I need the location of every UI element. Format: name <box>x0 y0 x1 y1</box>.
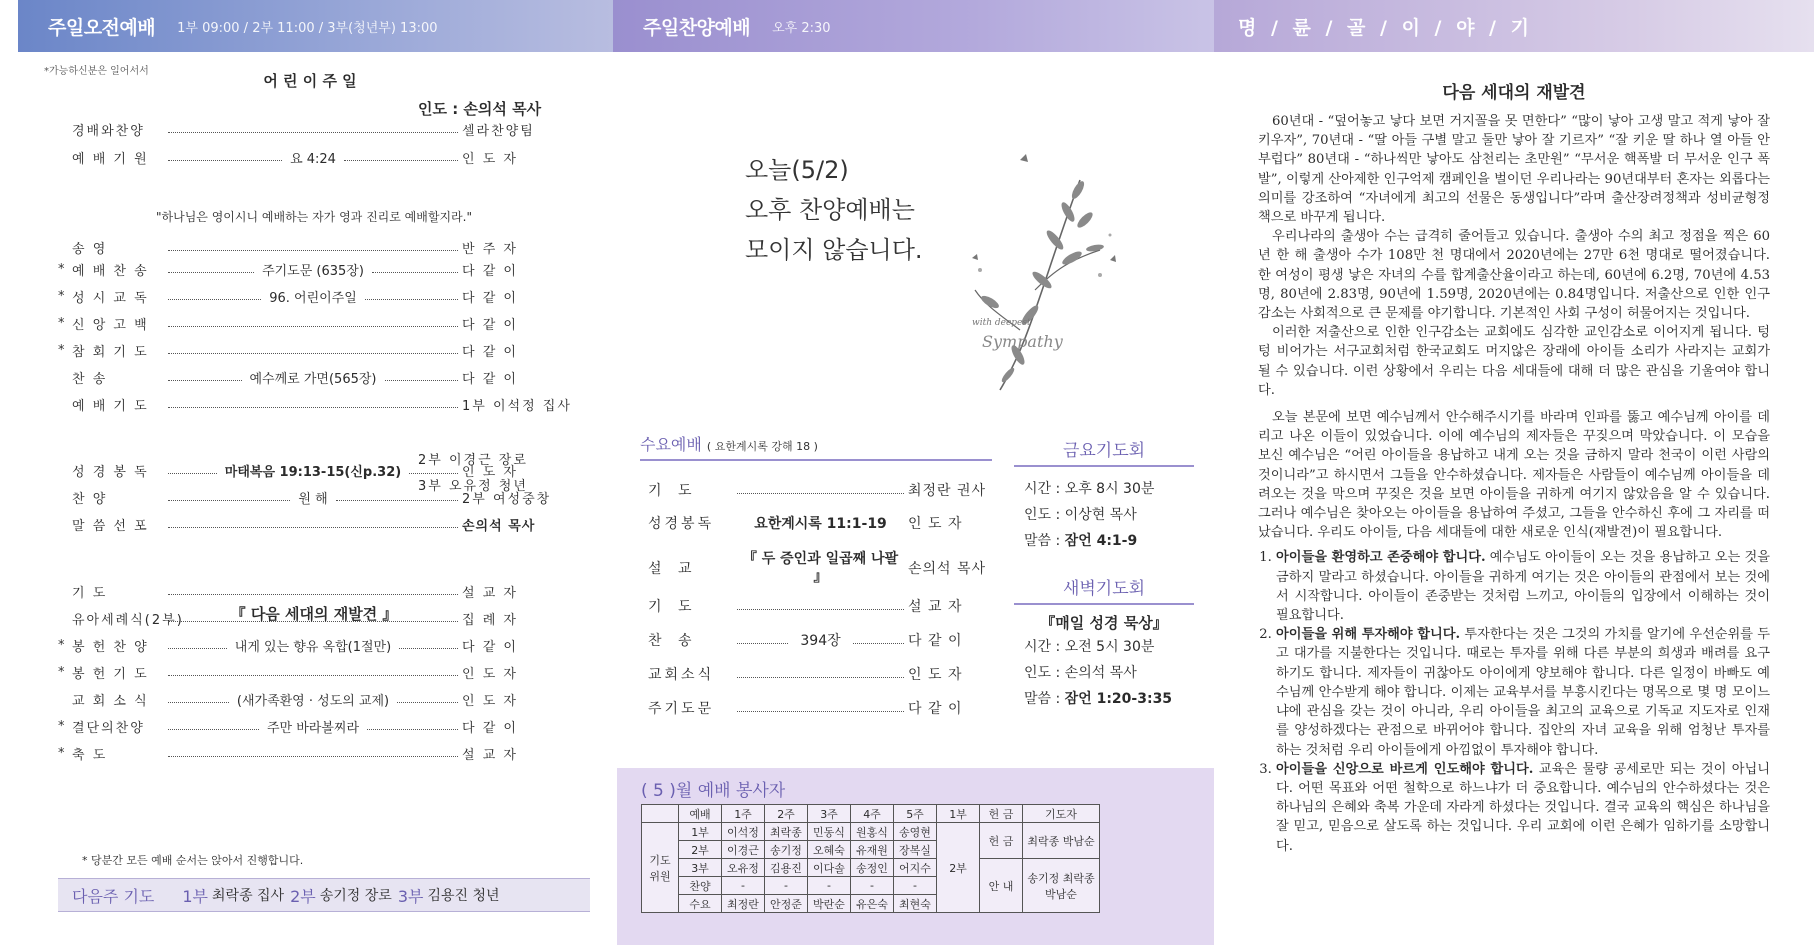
order-detail: 주기도문 (635장) <box>262 263 364 279</box>
order-row <box>58 634 570 656</box>
order-detail: 원 해 <box>298 491 328 507</box>
vol-name: 유재원 <box>851 841 894 859</box>
vol-header-cell: 예배 <box>679 805 722 823</box>
order-leader-dots <box>168 379 242 381</box>
order-person: 1부 이석정 집사 <box>462 398 572 414</box>
order-person: 다 같 이 <box>462 317 518 333</box>
wednesday-detail: 요한계시록 11:1-19 <box>754 516 887 532</box>
order-leader-dots <box>168 728 259 730</box>
friday-time: 시간 : 오후 8시 30분 <box>1024 481 1155 497</box>
friday-word-label: 말씀 : <box>1024 533 1065 549</box>
sermon-title: 『 다음 세대의 재발견 』 <box>230 605 398 623</box>
order-label: 찬 송 <box>72 371 108 387</box>
volunteers-title: ( 5 )월 예배 봉사자 <box>641 781 786 801</box>
order-label: 기 도 <box>72 585 108 601</box>
flower-caption-1: with deepest <box>972 318 1031 328</box>
wednesday-label: 기 도 <box>648 483 698 499</box>
wednesday-person: 설 교 자 <box>908 599 963 615</box>
announce-line-1: 오늘(5/2) <box>745 156 849 184</box>
order-row <box>58 285 570 307</box>
wednesday-person: 인 도 자 <box>908 667 963 683</box>
order-person: 다 같 이 <box>462 290 518 306</box>
vol-name: 오혜숙 <box>808 841 851 859</box>
afternoon-announcement <box>745 150 923 270</box>
wednesday-row <box>648 480 988 500</box>
vol-header-cell: 1부 <box>937 805 980 823</box>
wednesday-label: 찬 송 <box>648 633 698 649</box>
order-person: 셀라찬양팀 <box>462 123 535 139</box>
order-leader-dots <box>168 593 458 595</box>
wednesday-label: 기 도 <box>648 599 698 615</box>
column-paragraph-1: 60년대 - “덮어놓고 낳다 보면 거지꼴을 못 면한다” “많이 낳아 고생 말고 적게 낳아 잘 키우자”, 70년대 - “딸 아들 구별 말고 둘만 낳아 잘 기르자” “잘 키운 딸 하나 열 아들 안 부럽다” 80년대 - “하나씩만 낳아도 삼천리는 초만원” “무서운 핵폭발 더 무서운 인구 폭발”, 이렇게 산아제한 인구억제 캠페인을 벌이던 우리나라는 90년대부터 혼자는 외롭다는 의미를 강조하여 “자녀에게 최고의 선물은 동생입니다”라며 출산장려정책과 성비균형정책으로 바꾸게 됩니다. <box>1258 114 1770 226</box>
prayer-2: 2부 이경근 장로 <box>418 452 528 468</box>
wednesday-leader-dots <box>737 711 904 712</box>
order-label: 봉 헌 찬 양 <box>72 639 149 655</box>
order-row <box>58 118 570 140</box>
wednesday-title: 수요예배 <box>640 435 702 454</box>
vol-name: 김용진 <box>765 859 808 877</box>
order-row <box>58 146 570 168</box>
announce-line-2: 오후 찬양예배는 <box>745 196 915 224</box>
order-person: 다 같 이 <box>462 263 518 279</box>
wednesday-header <box>640 432 992 461</box>
order-detail: 예수께로 가면(565장) <box>249 371 377 387</box>
dawn-header: 새벽기도회 <box>1014 574 1194 605</box>
vol-offering-names: 최락종 박남순 <box>1023 823 1100 859</box>
order-leader-dots <box>365 298 458 300</box>
order-star: * <box>58 664 65 680</box>
part-2-label: 2부 <box>290 886 316 906</box>
order-person: 손의석 목사 <box>462 518 536 534</box>
order-person: 반 주 자 <box>462 241 518 257</box>
volunteers-table <box>641 804 1100 913</box>
order-label: 봉 헌 기 도 <box>72 666 149 682</box>
column-paragraph-2: 우리나라의 출생아 수는 급격히 줄어들고 있습니다. 출생아 수의 최고 정점을 찍은 60년 한 해 출생아 수가 108만 천 명대에서 2020년에는 27만 6천 명대로 떨어졌습니다. 한 여성이 평생 낳은 자녀의 수를 합계출산율이라고 하는데, 60년에 6.2명, 70년에 4.53명, 80년에 2.83명, 90년에 1.59명, 2020년에는 0.84명입니다. 저출산으로 인한 인구감소는 사회적으로 큰 문제를 야기합니다. 기본적인 사회 구성이 허물어지는 것입니다. <box>1258 229 1770 322</box>
order-person: 설 교 자 <box>462 747 518 763</box>
order-row <box>58 513 570 535</box>
order-detail: 96. 어린이주일 <box>269 290 357 306</box>
order-detail: 내게 있는 향유 옥합(1절만) <box>234 639 392 655</box>
order-star: * <box>58 342 65 358</box>
order-person: 다 같 이 <box>462 344 518 360</box>
order-star: * <box>58 288 65 304</box>
header-column-title: 명 / 륜 / 골 / 이 / 야 / 기 <box>1238 16 1533 39</box>
order-person: 인 도 자 <box>462 464 518 480</box>
order-person: 다 같 이 <box>462 639 518 655</box>
order-row <box>58 312 570 334</box>
vol-service: 2부 <box>679 841 722 859</box>
vol-name: 최현숙 <box>894 895 937 913</box>
order-leader-dots <box>385 379 459 381</box>
column-point <box>1276 548 1770 625</box>
wednesday-person: 인 도 자 <box>908 516 963 532</box>
vol-name: 최락종 <box>765 823 808 841</box>
column-point-text: 예수님도 아이들이 오는 것을 용납하고 오는 것을 금하지 말라고 하셨습니다. 아이들을 귀하게 여기는 것은 아이들의 관점에서 보는 것에서 시작합니다. 아이들이 존중받는 것처럼 느끼고, 아이들의 입장에서 이해하는 것이 필요합니다. <box>1276 550 1770 624</box>
wednesday-subtitle: ( 요한계시록 강해 18 ) <box>706 440 818 453</box>
vol-header-cell: 2주 <box>765 805 808 823</box>
friday-word: 잠언 4:1-9 <box>1064 533 1138 549</box>
order-star: * <box>58 718 65 734</box>
order-leader-dots <box>367 728 458 730</box>
order-leader-dots <box>168 271 254 273</box>
wednesday-person: 다 같 이 <box>908 701 963 717</box>
vol-header-blank <box>642 805 679 823</box>
order-label: 결단의찬양 <box>72 720 145 736</box>
wednesday-label: 성경봉독 <box>648 516 715 532</box>
vol-name: - <box>722 877 765 895</box>
order-leader-dots <box>168 499 290 501</box>
volunteers-panel <box>617 768 1214 945</box>
order-label: 신 앙 고 백 <box>72 317 149 333</box>
header-afternoon <box>613 0 1214 52</box>
column-point <box>1276 760 1770 856</box>
vol-name: 오유정 <box>722 859 765 877</box>
prayer-3: 3부 오유정 청년 <box>418 478 528 494</box>
order-row <box>58 366 570 388</box>
order-leader-dots <box>168 298 261 300</box>
friday-leader: 인도 : 이상현 목사 <box>1024 507 1137 523</box>
header-morning-times: 1부 09:00 / 2부 11:00 / 3부(청년부) 13:00 <box>177 20 438 36</box>
header-morning-title: 주일오전예배 <box>48 16 156 39</box>
wednesday-leader-dots <box>737 677 904 678</box>
order-leader-dots <box>168 472 217 474</box>
wednesday-label: 설 교 <box>648 561 698 577</box>
order-row <box>58 236 570 258</box>
order-row <box>58 742 570 764</box>
vol-guide: 안 내 <box>980 859 1023 913</box>
vol-name: 이석정 <box>722 823 765 841</box>
announce-line-3: 모이지 않습니다. <box>745 236 923 264</box>
dawn-word-label: 말씀 : <box>1024 691 1065 707</box>
order-leader-dots <box>397 701 458 703</box>
column-paragraph-4: 오늘 본문에 보면 예수님께서 안수해주시기를 바라며 인파를 뚫고 예수님께 아이를 데리고 나온 이들이 있었습니다. 이에 예수님의 제자들은 꾸짖으며 막았습니다. 이 모습을 보신 예수님은 “어린 아이들을 용납하고 내게 오는 것을 금하지 말라 천국이 이런 사람의 것이니라”고 하시면서 그들을 안수하셨습니다. 제자들은 사람들이 예수님께 아이들을 데려오는 것을 막으며 꾸짖은 것을 보면 아이들을 귀하게 여기지 않았음을 알 수 있습니다. 그러나 예수님은 찾아오는 아이들을 용납하여 주셨고, 그들을 안수하신 후에 그 자리를 떠났습니다. 우리도 아이들, 다음 세대들에 대한 새로운 인식(재발견)이 필요합니다. <box>1258 410 1770 541</box>
vol-name: - <box>894 877 937 895</box>
order-leader-dots <box>168 159 282 161</box>
wednesday-row <box>648 550 988 586</box>
order-star: * <box>58 261 65 277</box>
vol-name: 이다솔 <box>808 859 851 877</box>
order-person: 인 도 자 <box>462 666 518 682</box>
order-leader-dots <box>344 159 458 161</box>
wednesday-detail: 394장 <box>800 633 841 649</box>
part-3-name: 김용진 청년 <box>427 888 500 904</box>
dawn-leader: 인도 : 손의석 목사 <box>1024 665 1137 681</box>
wednesday-leader-dots <box>737 493 904 494</box>
part-1-label: 1부 <box>182 886 209 906</box>
vol-name: 송정인 <box>851 859 894 877</box>
order-leader-dots <box>168 249 458 251</box>
order-label: 유아세례식(2부) <box>72 612 184 628</box>
flower-caption-2: Sympathy <box>982 332 1063 351</box>
header-afternoon-title: 주일찬양예배 <box>643 16 751 39</box>
order-leader-dots <box>168 701 229 703</box>
order-detail: 주만 바라볼찌라 <box>266 720 360 736</box>
order-star: * <box>58 745 65 761</box>
wednesday-label: 교회소식 <box>648 667 715 683</box>
order-star: * <box>58 315 65 331</box>
wednesday-row <box>648 698 988 718</box>
order-person: 다 같 이 <box>462 720 518 736</box>
next-week-prayer <box>58 878 590 912</box>
order-label: 예 배 기 원 <box>72 151 149 167</box>
order-person: 인 도 자 <box>462 151 518 167</box>
header-column <box>1214 0 1814 52</box>
service-leader: 인도 : 손의석 목사 <box>418 100 542 118</box>
vol-guide-names: 송기정 최락종 박남순 <box>1023 859 1100 913</box>
header-morning <box>18 0 613 52</box>
vol-name: 유은숙 <box>851 895 894 913</box>
wednesday-row <box>648 630 988 650</box>
column-point-text: 교육은 물량 공세로만 되는 것이 아닙니다. 어떤 목표와 어떤 철학으로 하느냐가 더 중요합니다. 예수님의 안수하셨다는 것은 하나님의 은혜와 축복 가운데 자라게 하셨다는 것입니다. 결국 교육의 핵심은 하나님을 잘 믿고, 믿음으로 살도록 하는 것입니다. 우리 교회에 이런 은혜가 임하기를 소망합니다. <box>1276 761 1770 854</box>
order-leader-dots <box>168 755 458 757</box>
vol-name: 송영현 <box>894 823 937 841</box>
order-row <box>58 258 570 280</box>
order-label: 축 도 <box>72 747 108 763</box>
wednesday-person: 다 같 이 <box>908 633 963 649</box>
order-detail: (새가족환영 · 성도의 교제) <box>236 693 390 709</box>
friday-header: 금요기도회 <box>1014 436 1194 467</box>
vol-name: - <box>765 877 808 895</box>
order-label: 성 경 봉 독 <box>72 464 149 480</box>
wednesday-row <box>648 664 988 684</box>
vol-name: 최정란 <box>722 895 765 913</box>
wednesday-person: 최정란 권사 <box>908 483 987 499</box>
order-leader-dots <box>168 647 227 649</box>
order-leader-dots <box>168 674 458 676</box>
order-label: 예 배 찬 송 <box>72 263 149 279</box>
vol-name: 원홍식 <box>851 823 894 841</box>
order-label: 말 씀 선 포 <box>72 518 149 534</box>
order-person: 인 도 자 <box>462 693 518 709</box>
column-point <box>1276 625 1770 759</box>
order-star: * <box>58 637 65 653</box>
order-leader-dots <box>168 352 458 354</box>
order-person: 설 교 자 <box>462 585 518 601</box>
column-point-heading: 아이들을 신앙으로 바르게 인도해야 합니다. <box>1276 761 1534 777</box>
order-leader-dots <box>168 526 458 528</box>
order-leader-dots <box>336 499 458 501</box>
part-3-label: 3부 <box>397 886 424 906</box>
vol-name: 장복실 <box>894 841 937 859</box>
dawn-subtitle: 『매일 성경 묵상』 <box>1040 614 1168 632</box>
order-label: 예 배 기 도 <box>72 398 149 414</box>
column-points <box>1258 548 1770 855</box>
order-person: 다 같 이 <box>462 371 518 387</box>
order-leader-dots <box>168 131 458 133</box>
seating-note: * 당분간 모든 예배 순서는 앉아서 진행합니다. <box>82 854 304 867</box>
order-label: 경배와찬양 <box>72 123 145 139</box>
vol-name: 안정준 <box>765 895 808 913</box>
column-point-heading: 아이들을 환영하고 존중해야 합니다. <box>1276 550 1486 566</box>
vol-header-cell: 기도자 <box>1023 805 1100 823</box>
wednesday-label: 주기도문 <box>648 701 715 717</box>
order-row <box>58 339 570 361</box>
wednesday-person: 손의석 목사 <box>908 561 987 577</box>
wednesday-row <box>648 513 988 533</box>
next-week-label: 다음주 기도 <box>72 886 155 906</box>
order-leader-dots <box>168 325 458 327</box>
vol-name: 어지수 <box>894 859 937 877</box>
service-title: 어 린 이 주 일 <box>263 72 357 90</box>
vol-header-cell: 5주 <box>894 805 937 823</box>
vol-name: - <box>851 877 894 895</box>
friday-info <box>1024 476 1154 554</box>
vol-side-label: 기도 위원 <box>642 823 679 913</box>
order-row <box>58 393 570 415</box>
order-label: 송 영 <box>72 241 108 257</box>
vol-part2: 2부 <box>937 823 980 913</box>
vol-name: 송기정 <box>765 841 808 859</box>
standing-note: *가능하신분은 일어서서 <box>44 66 149 77</box>
vol-service: 수요 <box>679 895 722 913</box>
vol-header-cell: 3주 <box>808 805 851 823</box>
column-point-heading: 아이들을 위해 투자해야 합니다. <box>1276 627 1461 643</box>
order-row <box>58 688 570 710</box>
part-2-name: 송기정 장로 <box>319 888 392 904</box>
dawn-time: 시간 : 오전 5시 30분 <box>1024 639 1155 655</box>
order-detail: 요 4:24 <box>290 151 336 167</box>
column-title: 다음 세대의 재발견 <box>1442 83 1586 103</box>
vol-service: 1부 <box>679 823 722 841</box>
order-detail: 마태복음 19:13-15(신p.32) <box>224 464 402 480</box>
dawn-info <box>1024 634 1172 712</box>
order-leader-dots <box>372 271 458 273</box>
vol-name: - <box>808 877 851 895</box>
column-paragraph-3: 이러한 저출산으로 인한 인구감소는 교회에도 심각한 교인감소로 이어지게 됩니다. 텅텅 비어가는 서구교회처럼 한국교회도 머지않은 장래에 아이들 소리가 사라지는 교회가 될 수 있습니다. 이런 상황에서 우리는 다음 세대들에 대해 더 많은 관심을 기울여야 합니다. <box>1258 325 1770 398</box>
order-label: 참 회 기 도 <box>72 344 149 360</box>
vol-name: 박란순 <box>808 895 851 913</box>
column-point-text: 투자한다는 것은 그것의 가치를 알기에 우선순위를 두고 대가를 지불한다는 것입니다. 때로는 투자를 위해 다른 부분의 희생과 배려를 요구하기도 합니다. 제자들이 귀찮아도 아이에게 양보해야 합니다. 다른 일정이 바빠도 예수님께 안수받게 해야 합니다. 이제는 교육부서를 부흥시킨다는 명목으로 몇 명 모이느냐에 관심을 갖는 것이 아니라, 우리 아이들을 최고의 교육으로 기독교 지도자로 인재를 양성하겠다는 관점으로 바뀌어야 합니다. 집안의 자녀 교육을 위해 엄청난 투자를 하는 것처럼 우리 아이들에게 아낌없이 투자해야 합니다. <box>1276 627 1770 758</box>
vol-name: 이경근 <box>722 841 765 859</box>
wednesday-leader-dots <box>853 643 904 644</box>
order-person: 2부 여성중창 <box>462 491 552 507</box>
order-label: 성 시 교 독 <box>72 290 149 306</box>
order-leader-dots <box>399 647 458 649</box>
vol-header-cell: 4주 <box>851 805 894 823</box>
order-label: 교 회 소 식 <box>72 693 149 709</box>
vol-service: 찬양 <box>679 877 722 895</box>
vol-service: 3부 <box>679 859 722 877</box>
order-row <box>58 661 570 683</box>
order-row <box>58 715 570 737</box>
wednesday-detail: 『 두 증인과 일곱째 나팔 』 <box>742 551 899 585</box>
flower-illustration <box>960 140 1130 400</box>
vol-header-cell: 1주 <box>722 805 765 823</box>
part-1-name: 최락종 집사 <box>212 888 285 904</box>
vol-offering: 헌 금 <box>980 823 1023 859</box>
header-afternoon-time: 오후 2:30 <box>772 20 831 36</box>
wednesday-leader-dots <box>737 609 904 610</box>
dawn-word: 잠언 1:20-3:35 <box>1064 691 1173 707</box>
column-body <box>1258 112 1770 856</box>
order-leader-dots <box>168 406 458 408</box>
order-row <box>58 580 570 602</box>
scripture-quote: "하나님은 영이시니 예배하는 자가 영과 진리로 예배할지라." <box>156 210 472 224</box>
vol-header-cell: 헌 금 <box>980 805 1023 823</box>
wednesday-leader-dots <box>737 643 788 644</box>
order-person: 집 례 자 <box>462 612 518 628</box>
vol-name: 민동식 <box>808 823 851 841</box>
order-label: 찬 양 <box>72 491 108 507</box>
wednesday-row <box>648 596 988 616</box>
